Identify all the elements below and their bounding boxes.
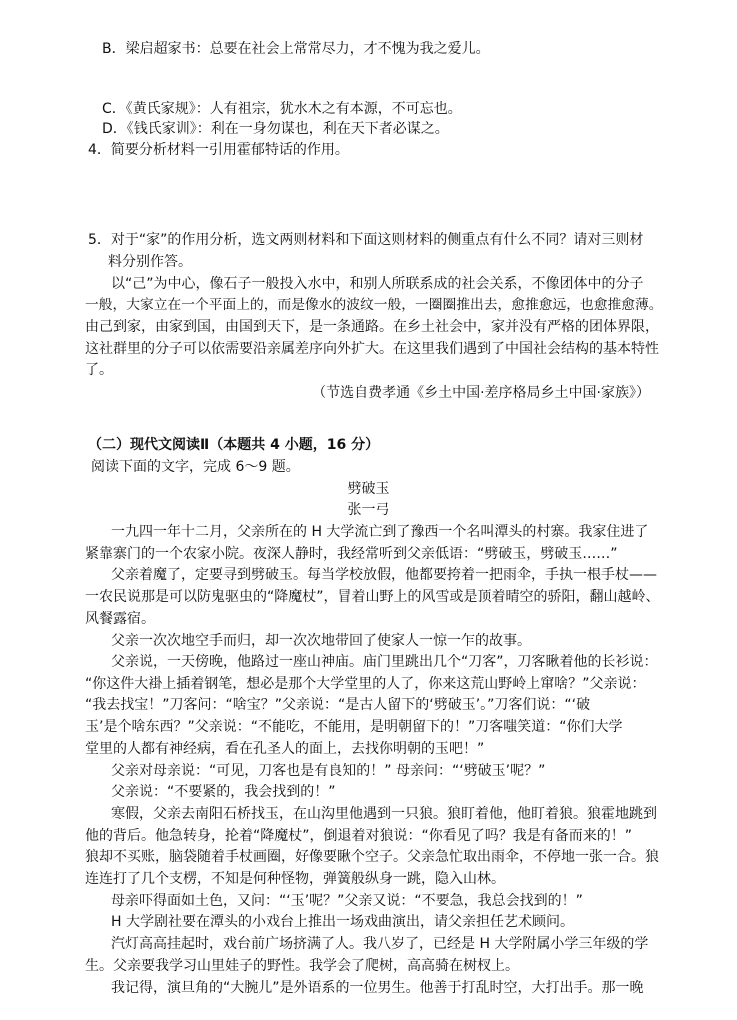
article-line: 寒假，父亲去南阳石桥找玉，在山沟里他遇到一只狼。狼盯着他，他盯着狼。狼霍地跳到 [111, 806, 657, 822]
article-line: 汽灯高高挂起时，戏台前广场挤满了人。我八岁了，已经是 H 大学附属小学三年级的学 [111, 936, 649, 952]
article-line: 一农民说那是可以防鬼驱虫的“降魔杖”，冒着山野上的风雪或是顶着晴空的骄阳，翻山越岭、 [85, 589, 660, 605]
article-author: 张一弓 [347, 502, 390, 518]
material-line: 了。 [85, 362, 113, 378]
article-line: H 大学剧社要在潭头的小戏台上推出一场戏曲演出，请父亲担任艺术顾问。 [111, 914, 574, 930]
material-line: 由己到家，由家到国，由国到天下，是一条通路。在乡土社会中，家并没有严格的团体界限， [85, 319, 659, 335]
article-line: 他的背后。他急转身，抡着“降魔杖”，倒退着对狼说：“你看见了吗？我是有备而来的！” [85, 828, 633, 844]
reading-instruction: 阅读下面的文字，完成 6～9 题。 [91, 459, 300, 475]
article-line: 一九四一年十二月，父亲所在的 H 大学流亡到了豫西一个名叫潭头的村寨。我家住进了 [111, 524, 649, 540]
article-title: 劈破玉 [347, 481, 390, 497]
article-line: 父亲对母亲说：“可见，刀客也是有良知的！” 母亲问：“‘劈破玉’呢？” [111, 763, 546, 779]
article-line: 连连打了几个支楞，不知是何种怪物，弹簧般纵身一跳，隐入山林。 [85, 871, 505, 887]
article-line: 堂里的人都有神经病，看在孔圣人的面上，去找你明朝的玉吧！” [85, 741, 485, 757]
article-line: 生。父亲要我学习山里娃子的野性。我学会了爬树，高高骑在树杈上。 [85, 958, 519, 974]
article-line: 风餐露宿。 [85, 611, 155, 627]
article-line: 父亲说：“不要紧的，我会找到的！” [111, 784, 336, 800]
article-line: “我去找宝！”刀客问：“啥宝？”父亲说：“是古人留下的‘劈破玉’。”刀客们说：“‘破 [85, 697, 591, 713]
question-4: 4．简要分析材料一引用霍郁特话的作用。 [88, 142, 349, 158]
article-line: 母亲吓得面如土色，又问：“‘玉’呢？”父亲又说：“不要急，我总会找到的！” [111, 893, 583, 909]
article-line: 狼却不买账，脑袋随着手杖画圈，好像要瞅个空子。父亲急忙取出雨伞，不停地一张一合。狼 [85, 849, 659, 865]
section-heading: （二）现代文阅读Ⅱ（本题共 4 小题，16 分） [88, 437, 380, 453]
material-line: 一般，大家立在一个平面上的，而是像水的波纹一般，一圈圈推出去，愈推愈远，也愈推愈薄。 [85, 297, 663, 313]
option-c: C．《黄氏家规》：人有祖宗，犹水木之有本源，不可忘也。 [102, 101, 462, 117]
material-source: （节选自费孝通《乡土中国·差序格局乡土中国·家族》） [312, 385, 650, 401]
material-line: 这社群里的分子可以依需要沿亲属差序向外扩大。在这里我们遇到了中国社会结构的基本特性 [85, 341, 659, 357]
material-line: 以“己”为中心，像石子一般投入水中，和别人所联系成的社会关系，不像团体中的分子 [111, 276, 644, 292]
question-5-line-2: 料分别作答。 [108, 254, 192, 270]
question-5-line-1: 5．对于“家”的作用分析，选文两则材料和下面这则材料的侧重点有什么不同？请对三则材 [88, 232, 644, 248]
article-line: 父亲说，一天傍晚，他路过一座山神庙。庙门里跳出几个“刀客”，刀客瞅着他的长衫说： [111, 654, 658, 670]
option-b: B．梁启超家书：总要在社会上常常尽力，才不愧为我之爱儿。 [102, 41, 490, 57]
article-line: 紧靠寨门的一个农家小院。夜深人静时，我经常听到父亲低语：“劈破玉，劈破玉……” [85, 546, 618, 562]
article-line: 我记得，演旦角的“大腕儿”是外语系的一位男生。他善于打乱时空，大打出手。那一晚 [111, 980, 644, 996]
article-line: 父亲着魔了，定要寻到劈破玉。每当学校放假，他都要挎着一把雨伞，手执一根手杖—— [111, 567, 657, 583]
article-line: 父亲一次次地空手而归，却一次次地带回了使家人一惊一乍的故事。 [111, 633, 531, 649]
option-d: D．《钱氏家训》：利在一身勿谋也，利在天下者必谋之。 [102, 121, 449, 137]
article-line: “你这件大褂上插着钢笔，想必是那个大学堂里的人了，你来这荒山野岭上窜啥？”父亲说： [85, 676, 646, 692]
article-line: 玉’是个啥东西？”父亲说：“不能吃，不能用，是明朝留下的！”刀客嗤笑道：“你们大学 [85, 719, 623, 735]
